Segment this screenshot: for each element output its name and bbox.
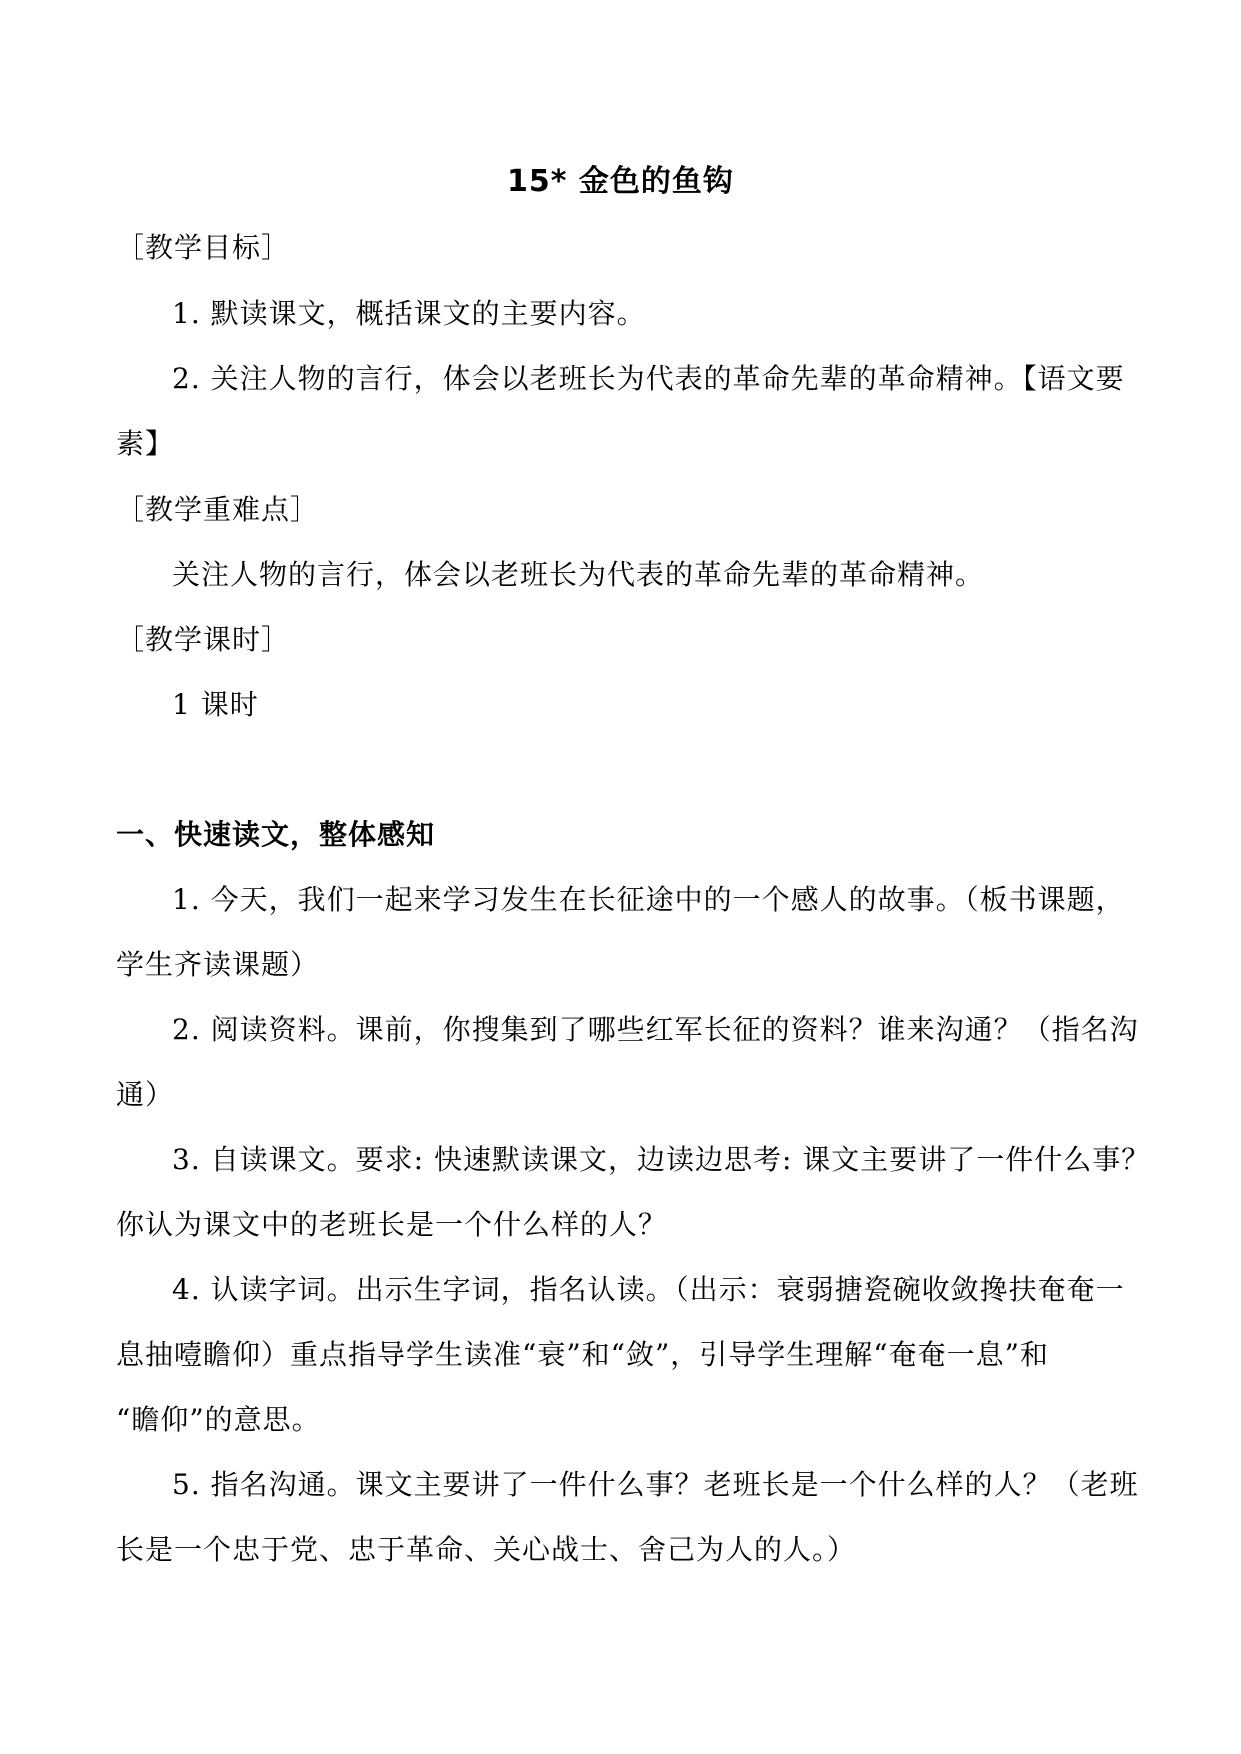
section-1-p5-line-2: 长是一个忠于党、忠于革命、关心战士、舍己为人的人。） — [116, 1533, 857, 1566]
key-points-text: 关注人物的言行，体会以老班长为代表的革命先辈的革命精神。 — [172, 558, 985, 591]
goals-heading: ［教学目标］ — [116, 231, 291, 264]
section-1-p5-line-1: 5. 指名沟通。课文主要讲了一件什么事？老班长是一个什么样的人？（老班 — [172, 1468, 1139, 1501]
section-1-p2-line-1: 2. 阅读资料。课前，你搜集到了哪些红军长征的资料？谁来沟通？（指名沟 — [172, 1013, 1139, 1046]
page-title: 15* 金色的鱼钩 — [507, 164, 734, 199]
periods-text: 1 课时 — [172, 688, 259, 721]
section-1-heading: 一、快速读文，整体感知 — [116, 818, 436, 851]
key-points-heading: ［教学重难点］ — [116, 493, 320, 526]
section-1-p1-line-1: 1. 今天，我们一起来学习发生在长征途中的一个感人的故事。（板书课题， — [172, 883, 1125, 916]
section-1-p1-line-2: 学生齐读课题） — [116, 948, 320, 981]
section-1-p2-line-2: 通） — [116, 1078, 175, 1111]
section-1-p4-line-1: 4. 认读字词。出示生字词，指名认读。（出示：衰弱搪瓷碗收敛搀扶奄奄一 — [172, 1273, 1125, 1306]
goal-item-1: 1. 默读课文，概括课文的主要内容。 — [172, 297, 646, 330]
periods-heading: ［教学课时］ — [116, 623, 291, 656]
goal-item-2-line-2: 素】 — [116, 427, 175, 460]
section-1-p3-line-2: 你认为课文中的老班长是一个什么样的人？ — [116, 1208, 668, 1241]
section-1-p3-line-1: 3. 自读课文。要求: 快速默读课文，边读边思考: 课文主要讲了一件什么事？ — [172, 1143, 1151, 1176]
section-1-p4-line-2: 息抽噎瞻仰）重点指导学生读准“衰”和“敛”，引导学生理解“奄奄一息”和 — [116, 1338, 1049, 1371]
section-1-p4-line-3: “瞻仰”的意思。 — [116, 1403, 321, 1436]
goal-item-2-line-1: 2. 关注人物的言行，体会以老班长为代表的革命先辈的革命精神。【语文要 — [172, 362, 1125, 395]
